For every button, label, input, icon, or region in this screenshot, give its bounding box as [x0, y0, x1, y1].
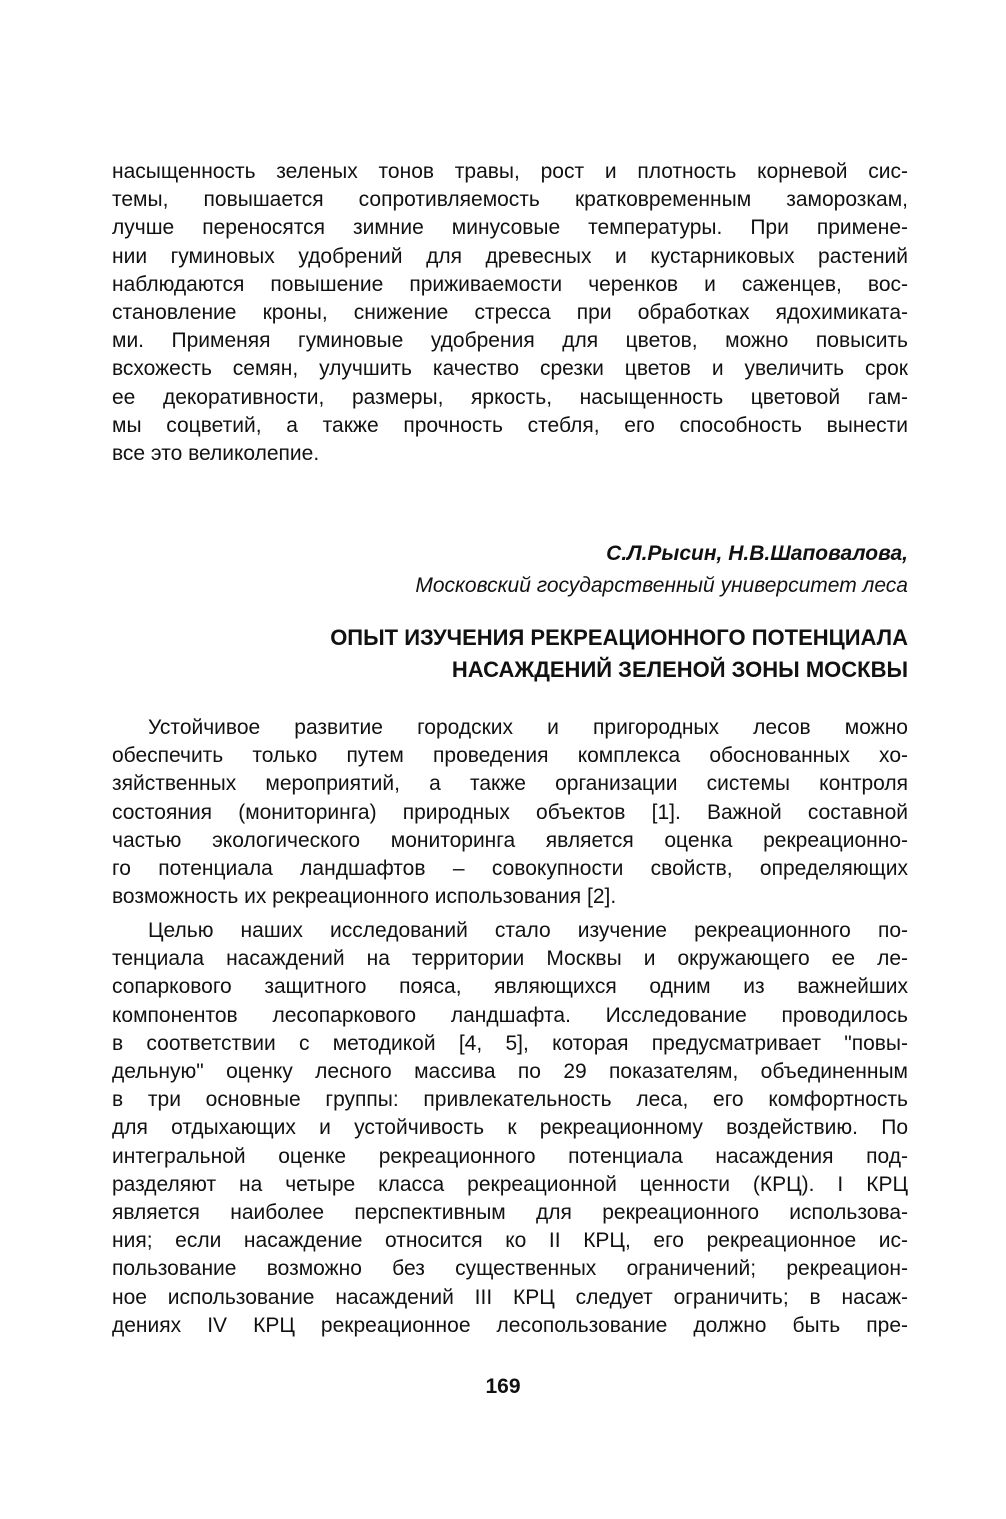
text-line: тенциала насаждений на территории Москвы и окружающего ее ле-: [112, 947, 908, 971]
text-line: насыщенность зеленых тонов травы, рост и плотность корневой сис-: [112, 160, 908, 183]
text-line: ное использование насаждений III КРЦ следует ограничить; в насаж-: [112, 1285, 908, 1309]
text-line: возможность их рекреационного использования [2].: [112, 885, 617, 909]
author-names: С.Л.Рысин, Н.В.Шаповалова,: [606, 542, 908, 565]
text-line: нии гуминовых удобрений для древесных и кустарниковых растений: [112, 244, 908, 268]
text-line: в три основные группы: привлекательность леса, его комфортность: [112, 1088, 908, 1112]
text-line: обеспечить только путем проведения комплекса обоснованных хо-: [112, 744, 908, 768]
text-line: дениях IV КРЦ рекреационное лесопользование должно быть пре-: [112, 1313, 908, 1337]
text-line: все это великолепие.: [112, 442, 320, 466]
text-line: в соответствии с методикой [4, 5], которая предусматривает "повы-: [112, 1031, 908, 1055]
text-line: дельную" оценку лесного массива по 29 показателям, объединенным: [112, 1060, 908, 1084]
text-line: является наиболее перспективным для рекреационного использова-: [112, 1201, 908, 1225]
article-title-line: ОПЫТ ИЗУЧЕНИЯ РЕКРЕАЦИОННОГО ПОТЕНЦИАЛА: [330, 625, 908, 650]
text-line: пользование возможно без существенных ограничений; рекреацион-: [112, 1257, 908, 1281]
text-line: Устойчивое развитие городских и пригородных лесов можно: [148, 716, 908, 739]
body-paragraph-2: [112, 917, 908, 1340]
text-line: сопаркового защитного пояса, являющихся одним из важнейших: [112, 975, 908, 999]
text-line: компонентов лесопаркового ландшафта. Исследование проводилось: [112, 1003, 908, 1027]
text-line: частью экологического мониторинга является оценка рекреационно-: [112, 828, 908, 852]
text-line: зяйственных мероприятий, а также организации системы контроля: [112, 772, 908, 796]
text-line: ми. Применяя гуминовые удобрения для цветов, можно повысить: [112, 329, 908, 353]
author-block: [112, 538, 908, 602]
text-line: Целью наших исследований стало изучение рекреационного по-: [148, 919, 908, 942]
body-paragraph-1: [112, 714, 908, 911]
text-line: мы соцветий, а также прочность стебля, его способность вынести: [112, 413, 908, 437]
article-title: [112, 622, 908, 686]
text-line: интегральной оценке рекреационного потенциала насаждения под-: [112, 1144, 908, 1168]
text-line: разделяют на четыре класса рекреационной ценности (КРЦ). I КРЦ: [112, 1172, 908, 1196]
text-line: для отдыхающих и устойчивость к рекреационному воздействию. По: [112, 1116, 908, 1140]
page-number: 169: [485, 1375, 521, 1398]
author-affiliation: Московский государственный университет леса: [415, 574, 908, 597]
text-line: ния; если насаждение относится ко II КРЦ, его рекреационное ис-: [112, 1229, 908, 1253]
text-line: темы, повышается сопротивляемость кратковременным заморозкам,: [112, 188, 908, 212]
text-line: состояния (мониторинга) природных объектов [1]. Важной составной: [112, 800, 908, 824]
article-title-line: НАСАЖДЕНИЙ ЗЕЛЕНОЙ ЗОНЫ МОСКВЫ: [451, 657, 908, 682]
text-line: ее декоративности, размеры, яркость, насыщенность цветовой гам-: [112, 385, 908, 409]
text-line: лучше переносятся зимние минусовые температуры. При примене-: [112, 216, 908, 240]
intro-paragraph: [112, 158, 908, 468]
text-line: становление кроны, снижение стресса при обработках ядохимиката-: [112, 301, 908, 325]
text-line: наблюдаются повышение приживаемости черенков и саженцев, вос-: [112, 272, 908, 296]
text-line: всхожесть семян, улучшить качество срезки цветов и увеличить срок: [112, 357, 908, 381]
text-line: го потенциала ландшафтов – совокупности свойств, определяющих: [112, 857, 908, 881]
